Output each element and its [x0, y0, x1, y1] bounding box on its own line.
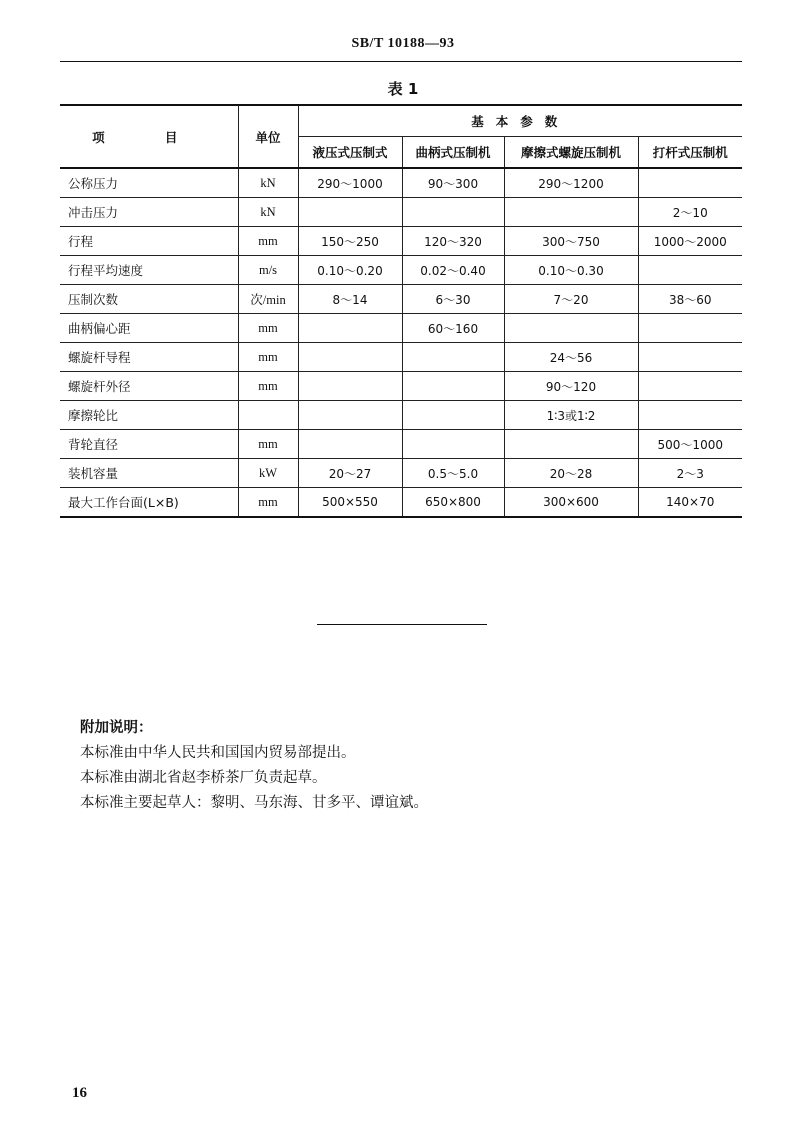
row-value — [638, 401, 742, 430]
table-body — [60, 168, 742, 517]
row-value: 1000～2000 — [638, 227, 742, 256]
header-rule — [60, 61, 742, 62]
column-header-unit: 单位 — [238, 105, 298, 168]
row-value: 500×550 — [298, 488, 402, 518]
standard-code: SB/T 10188—93 — [351, 36, 455, 51]
row-value — [504, 198, 638, 227]
row-value: 300×600 — [504, 488, 638, 518]
page-number: 16 — [72, 1085, 87, 1101]
row-value: 7～20 — [504, 285, 638, 314]
table-row — [60, 488, 742, 518]
row-item-label: 螺旋杆外径 — [60, 372, 238, 401]
row-unit: 次/min — [238, 285, 298, 314]
row-value — [638, 314, 742, 343]
row-value: 290～1000 — [298, 168, 402, 198]
column-header-hydraulic: 液压式压制式 — [298, 137, 402, 169]
table-row — [60, 372, 742, 401]
row-value: 20～27 — [298, 459, 402, 488]
table-row — [60, 256, 742, 285]
row-value — [504, 314, 638, 343]
row-unit: m/s — [238, 256, 298, 285]
row-value — [298, 314, 402, 343]
table-row — [60, 459, 742, 488]
row-item-label: 螺旋杆导程 — [60, 343, 238, 372]
table-row — [60, 430, 742, 459]
row-value — [298, 198, 402, 227]
row-value — [402, 372, 504, 401]
row-value: 0.02～0.40 — [402, 256, 504, 285]
column-header-friction-screw: 摩擦式螺旋压制机 — [504, 137, 638, 169]
row-item-label: 公称压力 — [60, 168, 238, 198]
row-item-label: 装机容量 — [60, 459, 238, 488]
row-value — [638, 168, 742, 198]
row-item-label: 行程平均速度 — [60, 256, 238, 285]
row-unit: mm — [238, 227, 298, 256]
row-value: 90～300 — [402, 168, 504, 198]
row-value: 38～60 — [638, 285, 742, 314]
column-header-item: 项 目 — [60, 105, 238, 168]
row-value: 300～750 — [504, 227, 638, 256]
row-unit: kW — [238, 459, 298, 488]
row-value: 24～56 — [504, 343, 638, 372]
row-value — [402, 401, 504, 430]
row-item-label: 曲柄偏心距 — [60, 314, 238, 343]
row-value: 140×70 — [638, 488, 742, 518]
table-row — [60, 343, 742, 372]
row-value: 650×800 — [402, 488, 504, 518]
row-unit: mm — [238, 343, 298, 372]
row-item-label: 背轮直径 — [60, 430, 238, 459]
row-value: 150～250 — [298, 227, 402, 256]
row-value: 1∶3或1∶2 — [504, 401, 638, 430]
row-item-label: 摩擦轮比 — [60, 401, 238, 430]
note-line: 本标准主要起草人：黎明、马东海、甘多平、谭谊斌。 — [80, 795, 428, 811]
row-value: 0.10～0.30 — [504, 256, 638, 285]
row-value: 0.5～5.0 — [402, 459, 504, 488]
note-line: 本标准由湖北省赵李桥茶厂负责起草。 — [80, 770, 327, 786]
table-row — [60, 285, 742, 314]
row-value — [298, 372, 402, 401]
row-unit: kN — [238, 168, 298, 198]
row-item-label: 冲击压力 — [60, 198, 238, 227]
row-unit: mm — [238, 372, 298, 401]
table-row — [60, 198, 742, 227]
table-title: 表 1 — [387, 80, 419, 98]
row-value — [504, 430, 638, 459]
row-unit: kN — [238, 198, 298, 227]
row-value — [298, 401, 402, 430]
row-unit: mm — [238, 430, 298, 459]
column-header-rod: 打杆式压制机 — [638, 137, 742, 169]
row-unit — [238, 401, 298, 430]
table-row — [60, 227, 742, 256]
row-value: 20～28 — [504, 459, 638, 488]
row-value: 90～120 — [504, 372, 638, 401]
row-value — [298, 430, 402, 459]
additional-notes — [80, 716, 428, 816]
row-value: 2～3 — [638, 459, 742, 488]
row-value — [638, 256, 742, 285]
row-unit: mm — [238, 314, 298, 343]
note-line: 本标准由中华人民共和国国内贸易部提出。 — [80, 745, 356, 761]
row-item-label: 行程 — [60, 227, 238, 256]
row-value: 6～30 — [402, 285, 504, 314]
table-row — [60, 401, 742, 430]
end-rule — [317, 624, 487, 625]
row-value — [402, 343, 504, 372]
row-value — [638, 343, 742, 372]
row-value — [402, 430, 504, 459]
row-item-label: 最大工作台面(L×B) — [60, 488, 238, 518]
row-value — [638, 372, 742, 401]
row-value: 120～320 — [402, 227, 504, 256]
row-value: 60～160 — [402, 314, 504, 343]
column-header-crank: 曲柄式压制机 — [402, 137, 504, 169]
table-row — [60, 314, 742, 343]
notes-title: 附加说明： — [80, 720, 153, 736]
row-value: 2～10 — [638, 198, 742, 227]
row-unit: mm — [238, 488, 298, 518]
row-value: 290～1200 — [504, 168, 638, 198]
row-item-label: 压制次数 — [60, 285, 238, 314]
row-value: 8～14 — [298, 285, 402, 314]
row-value: 500～1000 — [638, 430, 742, 459]
parameters-table — [60, 104, 742, 518]
table-row — [60, 168, 742, 198]
row-value — [298, 343, 402, 372]
row-value — [402, 198, 504, 227]
row-value: 0.10～0.20 — [298, 256, 402, 285]
column-group-header: 基本参数 — [298, 105, 742, 137]
